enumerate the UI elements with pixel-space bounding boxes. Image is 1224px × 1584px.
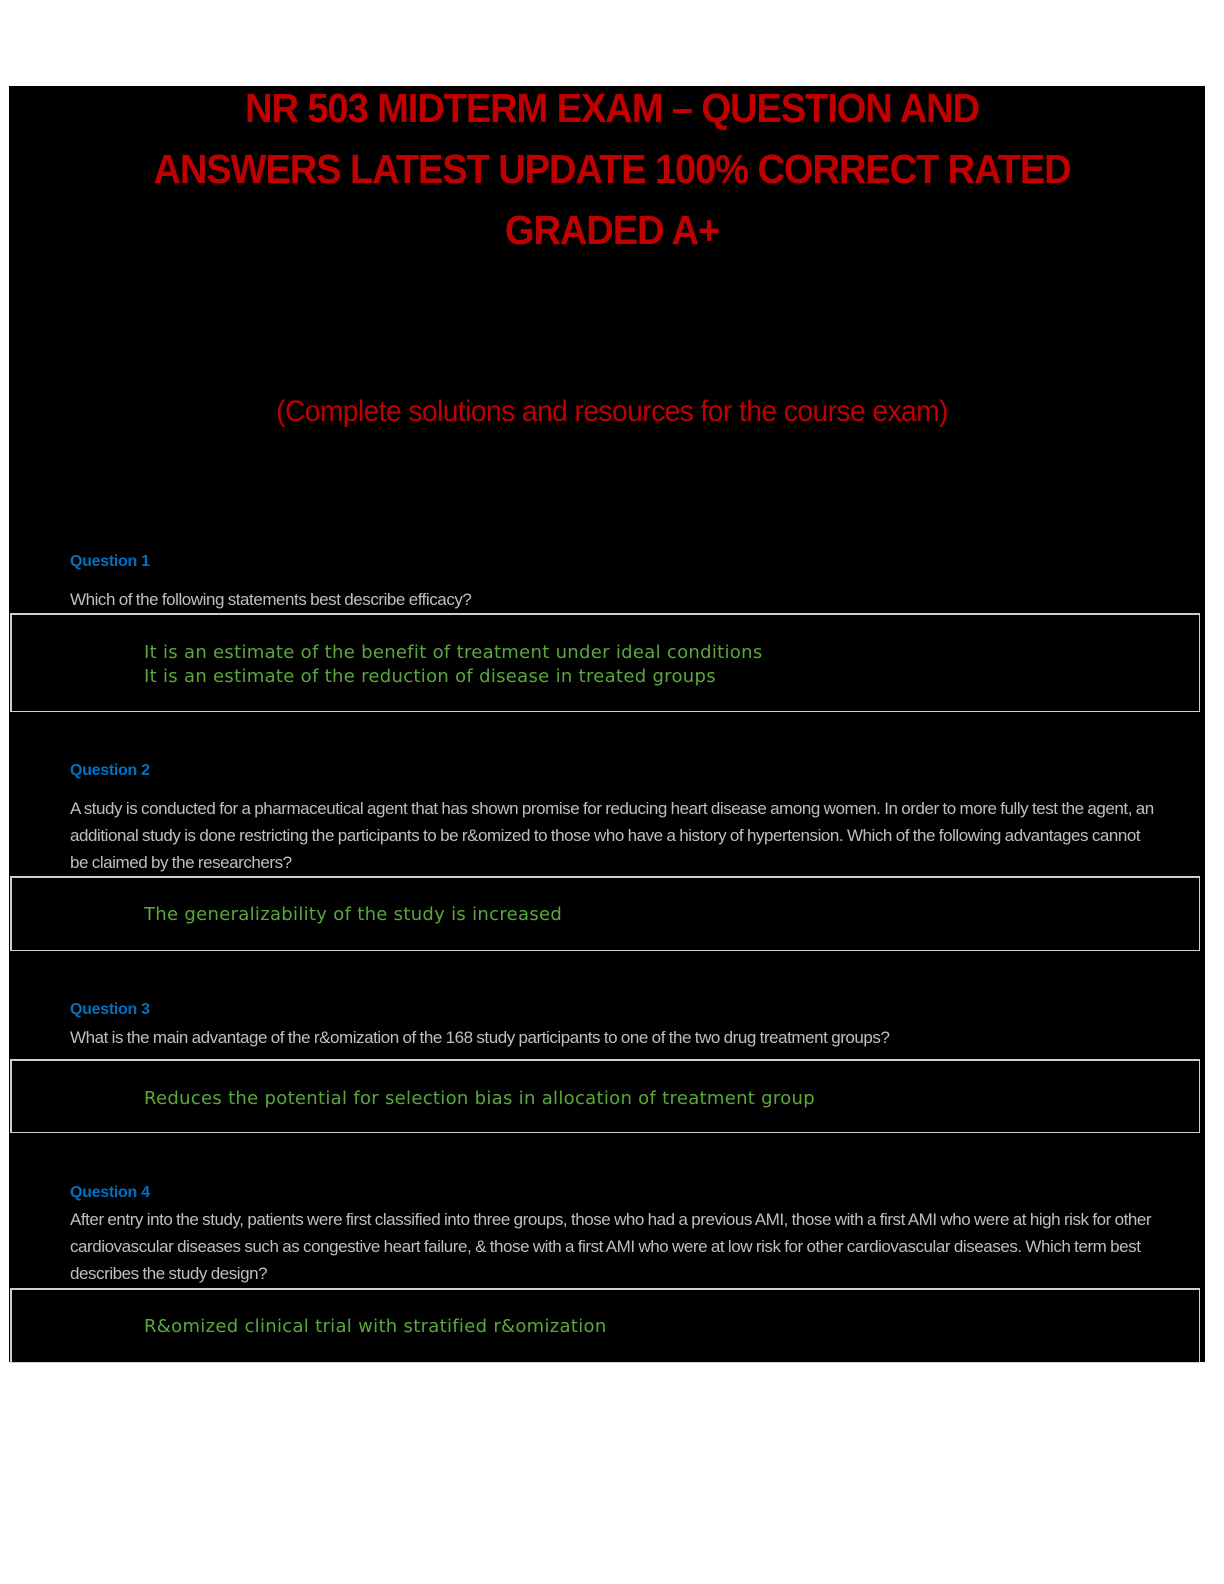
question-1-text: Which of the following statements best describe efficacy?	[70, 590, 472, 609]
question-2-text: A study is conducted for a pharmaceutical agent that has shown promise for reducing heart disease among women. In order to more fully test the agent, an additional study is done restricting the participants to be r&omized to those who have a history of hypertension. Which of the following advantages cannot be claimed by the researchers?	[70, 799, 1154, 872]
question-4-text: After entry into the study, patients were first classified into three groups, those who had a previous AMI, those with a first AMI who were at high risk for other cardiovascular diseases such as congestive heart failure, & those with a first AMI who were at low risk for other cardiovascular diseases. Which term best describes the study design?	[70, 1210, 1152, 1283]
question-1-answer-2: It is an estimate of the reduction of disease in treated groups	[144, 666, 716, 687]
question-1-answer-box	[10, 613, 1200, 712]
question-4-answer-box	[10, 1288, 1200, 1363]
question-3-text: What is the main advantage of the r&omization of the 168 study participants to one of the two drug treatment groups?	[70, 1028, 890, 1047]
question-1-heading: Question 1	[70, 553, 150, 570]
question-3-answer-box	[10, 1059, 1200, 1133]
title-line-2: ANSWERS LATEST UPDATE 100% CORRECT RATED	[153, 146, 1071, 192]
title-line-3: GRADED A+	[504, 207, 720, 253]
question-3-heading: Question 3	[70, 1001, 150, 1018]
document-subtitle: (Complete solutions and resources for the course exam)	[276, 395, 948, 428]
question-3-answer-1: Reduces the potential for selection bias in allocation of treatment group	[144, 1088, 815, 1109]
document-title	[43, 78, 1181, 261]
question-1-answer-1: It is an estimate of the benefit of treatment under ideal conditions	[144, 642, 763, 663]
question-2-heading: Question 2	[70, 762, 150, 779]
question-4-heading: Question 4	[70, 1184, 150, 1201]
title-line-1: NR 503 MIDTERM EXAM – QUESTION AND	[245, 85, 979, 131]
document-page	[9, 86, 1205, 1362]
question-4-answer-1: R&omized clinical trial with stratified r&omization	[144, 1316, 607, 1337]
question-2-answer-box	[10, 876, 1200, 951]
question-2-answer-1: The generalizability of the study is increased	[144, 904, 563, 925]
